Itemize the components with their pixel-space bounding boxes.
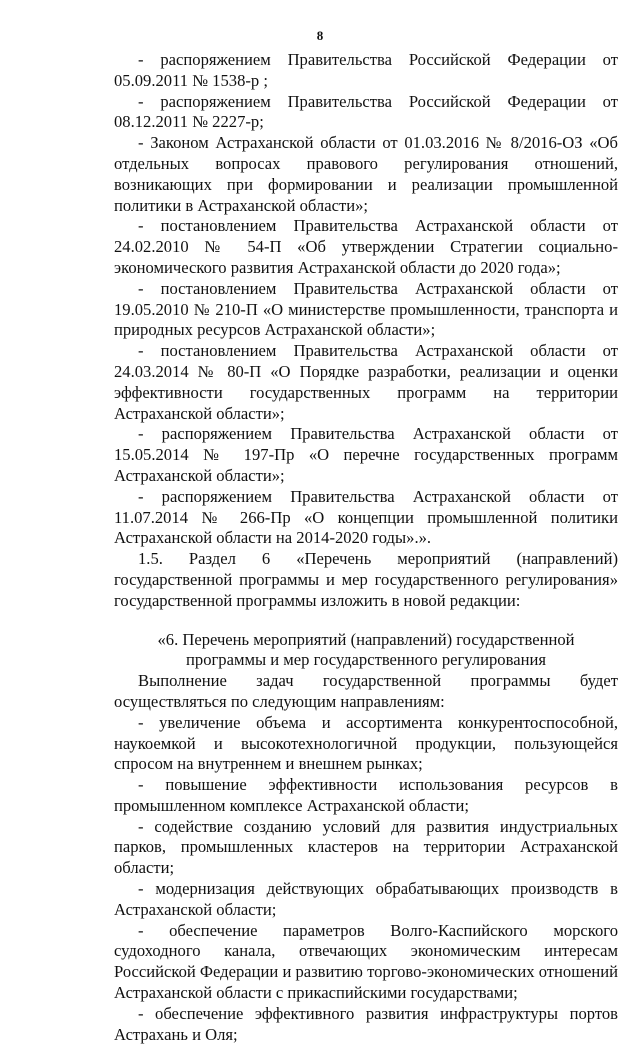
section-intro: Выполнение задач государственной программы будет осуществляться по следующим направлениям: (114, 671, 618, 711)
page-number: 8 (316, 28, 324, 43)
list-item: - распоряжением Правительства Российской Федерации от 08.12.2011 № 2227-р; (114, 91, 618, 132)
list-item: - постановлением Правительства Астраханской области от 24.03.2014 № 80-П «О Порядке разработки, реализации и оценки эффективности государственных программ на территории Астраханской области»; (114, 341, 618, 423)
direction-item: - модернизация действующих обрабатывающих производств в Астраханской области; (114, 879, 618, 919)
list-item: - постановлением Правительства Астраханской области от 24.02.2010 № 54-П «Об утверждении Стратегии социально-экономического развития Астраханской области до 2020 года»; (114, 216, 618, 277)
direction-item: - обеспечение параметров Волго-Каспийского морского судоходного канала, отвечающих экономическим интересам Российской Федерации и развитию торгово-экономических отношений Астраханской области с прикаспийскими государствами; (114, 920, 618, 1003)
list-item: - распоряжением Правительства Российской Федерации от 05.09.2011 № 1538-р ; (114, 50, 618, 90)
list-item: - Законом Астраханской области от 01.03.2016 № 8/2016-ОЗ «Об отдельных вопросах правового регулирования отношений, возникающих при формировании и реализации промышленной политики в Астраханской области»; (114, 133, 618, 215)
list-item: - распоряжением Правительства Астраханской области от 15.05.2014 № 197-Пр «О перечне государственных программ Астраханской области»; (114, 424, 618, 485)
direction-item: - содействие созданию условий для развития индустриальных парков, промышленных кластеров на территории Астраханской области; (114, 816, 618, 878)
amendment-paragraph: 1.5. Раздел 6 «Перечень мероприятий (направлений) государственной программы и мер государственного регулирования» государственной программы изложить в новой редакции: (114, 549, 618, 610)
document-body (114, 50, 618, 1045)
direction-item: - увеличение объема и ассортимента конкурентоспособной, наукоемкой и высокотехнологичной продукции, пользующейся спросом на внутреннем и внешнем рынках; (114, 712, 618, 774)
direction-item: - обеспечение эффективного развития инфраструктуры портов Астрахань и Оля; (114, 1003, 618, 1044)
list-item: - постановлением Правительства Астраханской области от 19.05.2010 № 210-П «О министерстве промышленности, транспорта и природных ресурсов Астраханской области»; (114, 278, 618, 340)
list-item: - распоряжением Правительства Астраханской области от 11.07.2014 № 266-Пр «О концепции промышленной политики Астраханской области на 2014-2020 годы».». (114, 486, 618, 548)
section-heading: «6. Перечень мероприятий (направлений) государственной программы и мер государственного регулирования (157, 629, 575, 670)
direction-item: - повышение эффективности использования ресурсов в промышленном комплексе Астраханской области; (114, 775, 618, 815)
